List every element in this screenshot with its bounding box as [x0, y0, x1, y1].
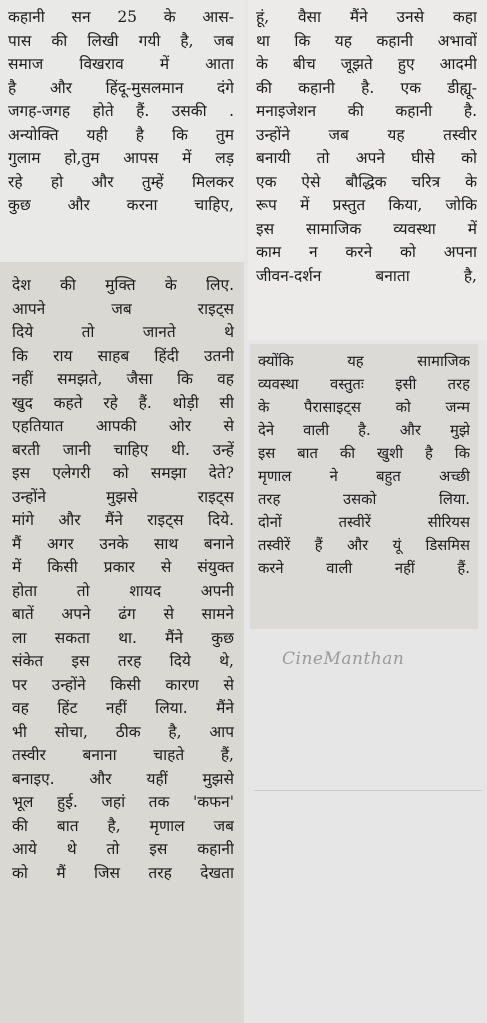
text-line: देने वाली है. और मुझे [258, 422, 470, 439]
text-line: रहे हो और तुम्हें मिलकर [8, 172, 234, 191]
text-column-4 [250, 344, 478, 629]
text-line: है और हिंदू-मुसलमान दंगे [8, 78, 234, 97]
text-column-2 [248, 0, 487, 340]
text-line: काम न करने को अपना [256, 243, 477, 261]
text-line: रूप में प्रस्तुत किया, जोकि [256, 196, 477, 214]
divider [254, 790, 482, 791]
text-line: पर उन्होंने किसी कारण से [12, 675, 234, 694]
text-line: मनाइजेशन की कहानी है. [256, 102, 477, 120]
text-column-3 [0, 262, 244, 1023]
text-line: उन्होंने मुझसे राइट्स [12, 487, 234, 506]
text-line: देश की मुक्ति के लिए. [12, 276, 234, 294]
text-line: गुलाम हो,तुम आपस में लड़ [8, 149, 234, 167]
text-line: एहतियात आपकी ओर से [12, 417, 234, 435]
text-line: ला सकता था. मैंने कुछ [12, 628, 234, 647]
text-line: कुछ और करना चाहिए, [8, 196, 234, 214]
text-line: पास की लिखी गयी है, जब [8, 31, 234, 50]
text-line: तस्वीर बनाना चाहते हैं, [12, 746, 234, 764]
text-line: दोनों तस्वीरें सीरियस [258, 514, 470, 531]
text-line: कि राय साहब हिंदी उतनी [12, 346, 234, 365]
text-line: की कहानी है. एक डीह्यू- [256, 78, 477, 97]
text-line: एक ऐसे बौद्धिक चरित्र के [256, 172, 477, 191]
text-line: मृणाल ने बहुत अच्छी [258, 468, 470, 485]
text-line: भी सोचा, ठीक है, आप [12, 722, 234, 741]
text-line: की बात है, मृणाल जब [12, 816, 234, 835]
text-line: इस बात की खुशी है कि [258, 445, 470, 462]
text-line: आपने जब राइट्स [12, 299, 234, 318]
text-line: नहीं समझते, जैसा कि वह [12, 370, 234, 388]
text-line: संकेत इस तरह दिये थे, [12, 652, 234, 670]
text-line: जीवन-दर्शन बनाता है, [256, 266, 477, 285]
text-line: क्योंकि यह सामाजिक [258, 353, 470, 370]
text-line: कहानी सन 25 के आस- [8, 8, 234, 26]
text-line: था कि यह कहानी अभावों [256, 31, 477, 50]
text-line: भूल हुई. जहां तक 'कफन' [12, 793, 234, 811]
text-line: समाज विखराव में आता [8, 55, 234, 73]
text-line: को मैं जिस तरह देखता [12, 863, 234, 882]
text-line: बनायी तो अपने घीसे को [256, 149, 477, 167]
text-line: तरह उसको लिया. [258, 491, 470, 508]
text-line: हूं, वैसा मैंने उनसे कहा [256, 8, 477, 26]
text-line: मैं अगर उनके साथ बनाने [12, 534, 234, 553]
text-line: होता तो शायद अपनी [12, 581, 234, 600]
text-line: मांगे और मैंने राइट्स दिये. [12, 511, 234, 529]
text-line: जगह-जगह होते हैं. उसकी . [8, 102, 234, 120]
text-line: खुद कहते रहे हैं. थोड़ी सी [12, 393, 234, 412]
text-line: के पैरासाइट्स को जन्म [258, 399, 470, 416]
text-line: उन्होंने जब यह तस्वीर [256, 125, 477, 144]
text-line: इस एलेगरी को समझा देते? [12, 464, 234, 482]
text-line: बातें अपने ढंग से सामने [12, 605, 234, 623]
text-line: अन्योक्ति यही है कि तुम [8, 125, 234, 144]
text-line: आये थे तो इस कहानी [12, 840, 234, 858]
text-line: के बीच जूझते हुए आदमी [256, 55, 477, 73]
text-line: बनाइए. और यहीं मुझसे [12, 769, 234, 788]
text-line: करने वाली नहीं हैं. [258, 560, 470, 577]
text-line: तस्वीरें हैं और यूं डिसमिस [258, 537, 470, 554]
text-line: इस सामाजिक व्यवस्था में [256, 219, 477, 238]
text-line: बरती जानी चाहिए थी. उन्हें [12, 440, 234, 459]
text-line: में किसी प्रकार से संयुक्त [12, 558, 234, 576]
text-line: व्यवस्था वस्तुतः इसी तरह [258, 376, 470, 393]
text-line: दिये तो जानते थे [12, 323, 234, 341]
text-line: वह हिंट नहीं लिया. मैंने [12, 699, 234, 717]
watermark: CineManthan [282, 649, 405, 669]
text-column-1 [0, 0, 244, 262]
